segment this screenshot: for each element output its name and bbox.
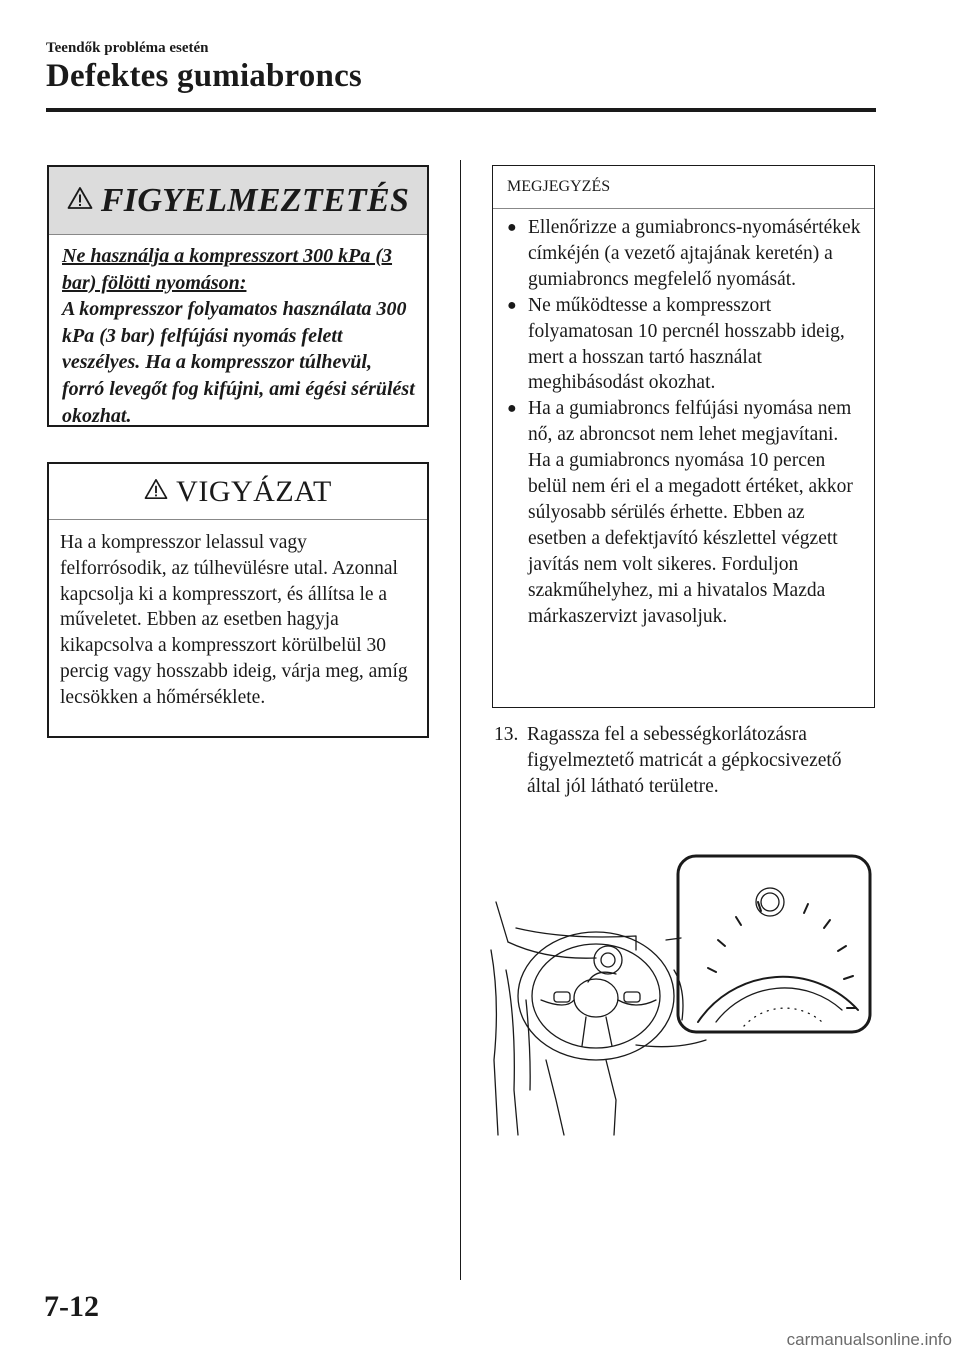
page-number: 7-12 bbox=[44, 1290, 99, 1323]
step-number: 13. bbox=[494, 724, 519, 745]
note-list bbox=[493, 209, 874, 630]
note-title: MEGJEGYZÉS bbox=[493, 166, 874, 209]
caution-header bbox=[49, 464, 427, 520]
caution-triangle-icon bbox=[144, 478, 168, 505]
warning-box bbox=[47, 165, 429, 427]
caution-box bbox=[47, 462, 429, 738]
note-item bbox=[505, 293, 864, 397]
note-item-text: Ne működtesse a kompresszort folyamatosan 10 percnél hosszabb ideig, mert a hosszan tartó használat meghibásodást okozhat. bbox=[528, 294, 845, 394]
note-box bbox=[492, 165, 875, 708]
caution-text: Ha a kompresszor lelassul vagy felforrósodik, az túlhevülésre utal. Azonnal kapcsolja ki a kompresszort, és állítsa le a műveletet. Ebben az esetben hagyja kikapcsolva a kompresszort körülbelül 30 percig vagy hosszabb ideig, várja meg, amíg lecsökken a hőmérséklete. bbox=[60, 532, 408, 708]
page-title: Defektes gumiabroncs bbox=[46, 58, 362, 94]
note-item-text: Ellenőrizze a gumiabroncs-nyomásértékek címkéjén (a vezető ajtajának keretén) a gumiabroncs megfelelő nyomását. bbox=[528, 217, 861, 290]
warning-header bbox=[49, 167, 427, 235]
footer-watermark: carmanualsonline.info bbox=[786, 1330, 952, 1349]
note-item-text: Ha a gumiabroncs felfújási nyomása nem nő, az abroncsot nem lehet megjavítani. Ha a gumiabroncs nyomása 10 percen belül nem éri el a megadott értéket, akkor súlyosabb sérülés érhette. Ebben az esetben a defektjavító készlettel végzett javítás nem volt sikeres. Forduljon szakműhelyhez, mi a hivatalos Mazda márkaszervizt javasoljuk. bbox=[528, 398, 853, 627]
caution-title: VIGYÁZAT bbox=[176, 474, 332, 508]
bullet-icon: ● bbox=[507, 296, 517, 314]
warning-body bbox=[49, 235, 427, 429]
bullet-icon: ● bbox=[507, 219, 517, 236]
note-item bbox=[505, 396, 864, 629]
step-13 bbox=[494, 722, 874, 799]
section-label: Teendők probléma esetén bbox=[46, 40, 209, 56]
step-text: Ragassza fel a sebességkorlátozásra figyelmeztető matricát a gépkocsivezető által jól látható területre. bbox=[527, 724, 842, 797]
warning-text: A kompresszor folyamatos használata 300 kPa (3 bar) felfújási nyomás felett veszélyes. Ha a kompresszor túlhevül, forró levegőt fog kifújni, ami égési sérülést okozhat. bbox=[62, 298, 415, 427]
warning-triangle-icon bbox=[67, 186, 93, 215]
bullet-icon: ● bbox=[507, 400, 517, 418]
note-item bbox=[505, 215, 864, 293]
warning-underlined-text: Ne használja a kompresszort 300 kPa (3 bar) fölötti nyomáson: bbox=[62, 245, 393, 294]
header-rule bbox=[46, 108, 876, 112]
warning-title: FIGYELMEZTETÉS bbox=[100, 181, 410, 219]
column-divider bbox=[460, 160, 461, 1280]
dashboard-illustration bbox=[486, 850, 876, 1140]
